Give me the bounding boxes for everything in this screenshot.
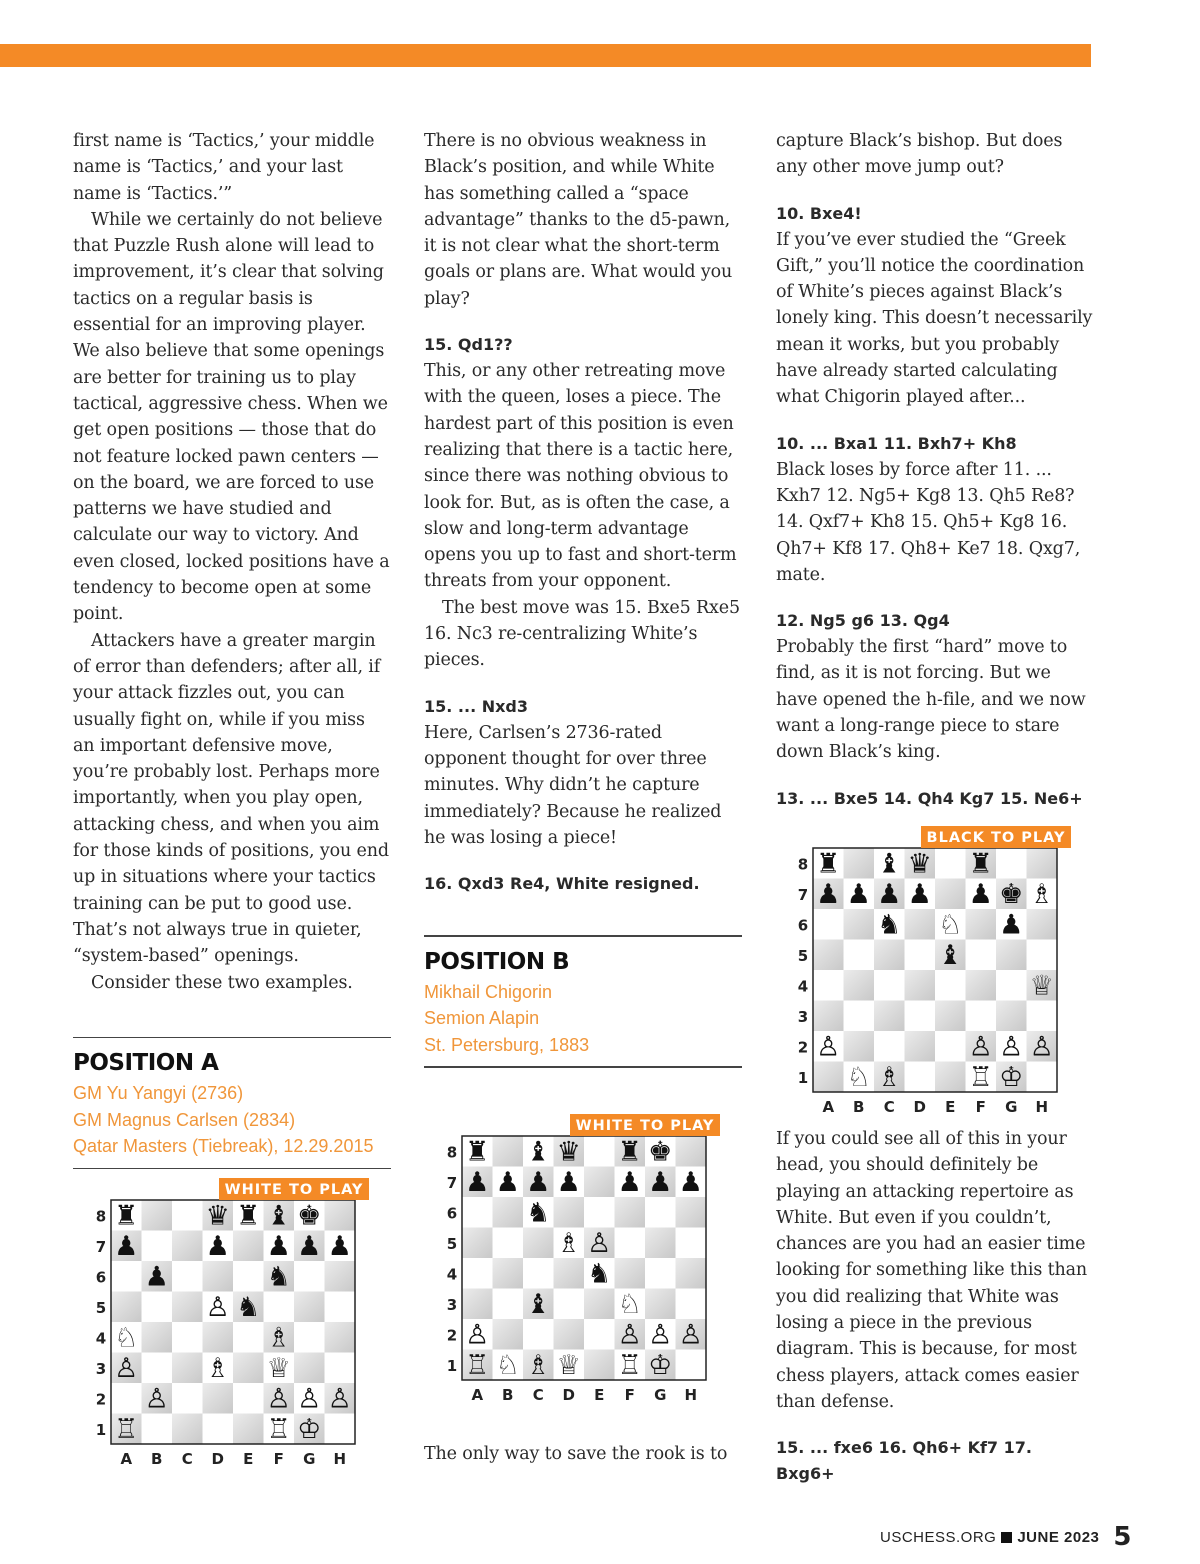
chess-board-position-b-continuation — [788, 826, 1073, 1116]
board-square — [142, 1414, 173, 1445]
board-square — [325, 1292, 356, 1323]
white-rook-icon: ♖ — [465, 1349, 490, 1381]
board-square — [813, 970, 844, 1001]
white-pawn-icon: ♙ — [678, 1319, 703, 1351]
file-label: D — [562, 1386, 575, 1404]
white-bishop-icon: ♗ — [205, 1352, 230, 1384]
file-label: E — [945, 1098, 956, 1116]
paragraph: The only way to save the rook is to — [424, 1444, 728, 1464]
board-square — [233, 1322, 264, 1353]
black-pawn-icon: ♟ — [526, 1166, 551, 1198]
board-square — [935, 879, 966, 910]
board-square — [325, 1200, 356, 1231]
white-king-icon: ♔ — [297, 1413, 322, 1445]
board-square — [294, 1322, 325, 1353]
board-square — [813, 940, 844, 971]
board-square — [615, 1258, 646, 1289]
board-square — [996, 1001, 1027, 1032]
board-square — [844, 909, 875, 940]
black-knight-icon: ♞ — [236, 1291, 261, 1323]
move-heading: 15. ... fxe6 16. Qh6+ Kf7 17. Bxg6+ — [776, 1438, 1032, 1484]
white-pawn-icon: ♙ — [587, 1227, 612, 1259]
board-square — [493, 1197, 524, 1228]
paragraph: capture Black’s bishop. But does any other move jump out? — [776, 131, 1063, 178]
move-heading: 16. Qxd3 Re4, White resigned. — [424, 874, 700, 894]
white-bishop-icon: ♗ — [877, 1061, 902, 1093]
board-square — [111, 1383, 142, 1414]
position-b-title: POSITION B — [424, 948, 570, 975]
white-pawn-icon: ♙ — [617, 1319, 642, 1351]
board-square — [172, 1353, 203, 1384]
board-square — [493, 1258, 524, 1289]
board-square — [554, 1197, 585, 1228]
rank-label: 8 — [797, 855, 809, 874]
board-square — [935, 1031, 966, 1062]
white-queen-icon: ♕ — [556, 1349, 581, 1381]
divider — [73, 1037, 391, 1039]
board-square — [645, 1258, 676, 1289]
black-rook-icon: ♜ — [816, 848, 841, 880]
white-knight-icon: ♘ — [846, 1061, 871, 1093]
black-knight-icon: ♞ — [526, 1197, 551, 1229]
board-square — [584, 1136, 615, 1167]
white-bishop-icon: ♗ — [1029, 878, 1054, 910]
white-rook-icon: ♖ — [266, 1413, 291, 1445]
rank-label: 6 — [446, 1204, 458, 1223]
board-square — [996, 970, 1027, 1001]
board-square — [996, 940, 1027, 971]
black-queen-icon: ♛ — [907, 848, 932, 880]
square-separator-icon — [1001, 1532, 1012, 1543]
divider — [73, 1168, 391, 1170]
black-pawn-icon: ♟ — [495, 1166, 520, 1198]
white-queen-icon: ♕ — [1029, 970, 1054, 1002]
board-square — [935, 970, 966, 1001]
board-square — [294, 1261, 325, 1292]
board-square — [874, 970, 905, 1001]
board-square — [676, 1258, 707, 1289]
board-square — [645, 1197, 676, 1228]
file-label: F — [975, 1098, 986, 1116]
white-knight-icon: ♘ — [114, 1322, 139, 1354]
board-svg — [788, 826, 1073, 1116]
rank-label: 8 — [446, 1143, 458, 1162]
black-pawn-icon: ♟ — [648, 1166, 673, 1198]
white-pawn-icon: ♙ — [648, 1319, 673, 1351]
file-label: A — [822, 1098, 835, 1116]
board-square — [325, 1353, 356, 1384]
black-king-icon: ♚ — [297, 1200, 322, 1232]
board-square — [584, 1350, 615, 1381]
black-pawn-icon: ♟ — [846, 878, 871, 910]
black-pawn-icon: ♟ — [816, 878, 841, 910]
white-pawn-icon: ♙ — [465, 1319, 490, 1351]
board-square — [142, 1292, 173, 1323]
board-square — [1027, 909, 1058, 940]
black-bishop-icon: ♝ — [526, 1288, 551, 1320]
black-rook-icon: ♜ — [968, 848, 993, 880]
board-square — [996, 848, 1027, 879]
black-pawn-icon: ♟ — [114, 1230, 139, 1262]
board-square — [905, 1031, 936, 1062]
white-pawn-icon: ♙ — [205, 1291, 230, 1323]
rank-label: 5 — [797, 946, 809, 965]
file-label: D — [913, 1098, 926, 1116]
black-pawn-icon: ♟ — [465, 1166, 490, 1198]
move-heading: 13. ... Bxe5 14. Qh4 Kg7 15. Ne6+ — [776, 788, 1083, 808]
board-square — [325, 1322, 356, 1353]
black-bishop-icon: ♝ — [938, 939, 963, 971]
board-square — [1027, 848, 1058, 879]
white-bishop-icon: ♗ — [526, 1349, 551, 1381]
paragraph: Attackers have a greater margin of error than defenders; after all, if your attack fizzles out, you can usually fight on, while if you miss an important defensive move, you’re probably lost. Perhaps more importantly, when you play open, attacking chess, and when you aim for those kinds of positions, you end up in situations where your tactics training can be put to good use. That’s not always true in quieter, “system-based” openings. — [73, 630, 389, 967]
position-a-event: Qatar Masters (Tiebreak), 12.29.2015 — [73, 1136, 374, 1157]
header-accent-bar — [0, 44, 1091, 67]
black-queen-icon: ♛ — [205, 1200, 230, 1232]
board-square — [1027, 940, 1058, 971]
board-square — [233, 1414, 264, 1445]
board-square — [676, 1350, 707, 1381]
file-label: B — [502, 1386, 514, 1404]
board-square — [615, 1197, 646, 1228]
paragraph: Black loses by force after 11. ... Kxh7 12. Ng5+ Kg8 13. Qh5 Re8? 14. Qxf7+ Kh8 15. Qh5+ Kg8 16. Qh7+ Kf8 17. Qh8+ Ke7 18. Qxg7, mate. — [776, 459, 1081, 585]
file-label: F — [273, 1450, 284, 1468]
board-square — [493, 1289, 524, 1320]
white-pawn-icon: ♙ — [968, 1031, 993, 1063]
to-play-label: WHITE TO PLAY — [224, 1182, 364, 1198]
board-square — [676, 1228, 707, 1259]
board-svg — [86, 1178, 371, 1468]
black-pawn-icon: ♟ — [999, 909, 1024, 941]
board-square — [966, 909, 997, 940]
rank-label: 3 — [446, 1295, 458, 1314]
white-pawn-icon: ♙ — [144, 1383, 169, 1415]
board-square — [813, 909, 844, 940]
black-pawn-icon: ♟ — [266, 1230, 291, 1262]
rank-label: 6 — [95, 1268, 107, 1287]
board-square — [905, 1062, 936, 1093]
page-number: 5 — [1113, 1522, 1132, 1552]
column-1 — [73, 128, 391, 1169]
board-square — [676, 1136, 707, 1167]
board-square — [142, 1353, 173, 1384]
white-bishop-icon: ♗ — [556, 1227, 581, 1259]
white-knight-icon: ♘ — [938, 909, 963, 941]
black-pawn-icon: ♟ — [907, 878, 932, 910]
black-knight-icon: ♞ — [877, 909, 902, 941]
black-king-icon: ♚ — [999, 878, 1024, 910]
board-square — [462, 1258, 493, 1289]
rank-label: 4 — [797, 977, 809, 996]
black-bishop-icon: ♝ — [877, 848, 902, 880]
board-square — [203, 1261, 234, 1292]
board-square — [493, 1319, 524, 1350]
rank-label: 7 — [446, 1173, 458, 1192]
board-square — [1027, 1062, 1058, 1093]
file-label: E — [243, 1450, 254, 1468]
paragraph: If you could see all of this in your head, you should definitely be playing an attacking repertoire as White. But even if you couldn’t, chances are you had an easier time looking for something like this than you did realizing that White was losing a piece in the previous diagram. This is because, for most chess players, attack comes easier than defense. — [776, 1129, 1088, 1412]
board-square — [233, 1383, 264, 1414]
black-knight-icon: ♞ — [266, 1261, 291, 1293]
board-square — [462, 1197, 493, 1228]
board-svg — [437, 1114, 722, 1404]
board-square — [111, 1292, 142, 1323]
board-square — [172, 1292, 203, 1323]
paragraph: This, or any other retreating move with the queen, loses a piece. The hardest part of this position is even realizing that there is a tactic here, since there was nothing obvious to look for. But, as is often the case, a slow and long-term advantage opens you up to fast and short-term threats from your opponent. — [424, 361, 737, 592]
board-square — [966, 970, 997, 1001]
board-square — [233, 1231, 264, 1262]
file-label: B — [853, 1098, 865, 1116]
rank-label: 6 — [797, 916, 809, 935]
board-square — [584, 1197, 615, 1228]
board-square — [615, 1228, 646, 1259]
black-bishop-icon: ♝ — [526, 1136, 551, 1168]
file-label: C — [181, 1450, 193, 1468]
rank-label: 2 — [797, 1038, 809, 1057]
board-square — [462, 1228, 493, 1259]
white-knight-icon: ♘ — [495, 1349, 520, 1381]
board-square — [844, 970, 875, 1001]
position-b-white-player: Mikhail Chigorin — [424, 981, 553, 1002]
position-a-white-player: GM Yu Yangyi (2736) — [73, 1083, 244, 1104]
white-knight-icon: ♘ — [617, 1288, 642, 1320]
paragraph: Here, Carlsen’s 2736-rated opponent thought for over three minutes. Why didn’t he capture immediately? Because he realized he was losing a piece! — [424, 722, 722, 848]
board-square — [172, 1200, 203, 1231]
board-square — [844, 1031, 875, 1062]
board-square — [264, 1292, 295, 1323]
board-square — [844, 848, 875, 879]
chess-board-position-b — [437, 1114, 722, 1404]
to-play-label: BLACK TO PLAY — [926, 830, 1066, 846]
board-square — [111, 1261, 142, 1292]
board-square — [493, 1228, 524, 1259]
move-heading: 10. ... Bxa1 11. Bxh7+ Kh8 — [776, 433, 1017, 453]
rank-label: 4 — [446, 1265, 458, 1284]
black-pawn-icon: ♟ — [327, 1230, 352, 1262]
rank-label: 7 — [95, 1237, 107, 1256]
black-pawn-icon: ♟ — [556, 1166, 581, 1198]
file-label: G — [654, 1386, 667, 1404]
board-square — [233, 1261, 264, 1292]
white-pawn-icon: ♙ — [327, 1383, 352, 1415]
file-label: B — [151, 1450, 163, 1468]
board-square — [172, 1383, 203, 1414]
board-square — [874, 940, 905, 971]
file-label: A — [471, 1386, 484, 1404]
white-pawn-icon: ♙ — [1029, 1031, 1054, 1063]
paragraph: Consider these two examples. — [91, 972, 353, 993]
position-b-event: St. Petersburg, 1883 — [424, 1034, 590, 1055]
column-3 — [776, 128, 1094, 812]
move-heading: 10. Bxe4! — [776, 203, 862, 223]
file-label: H — [1035, 1098, 1049, 1116]
board-square — [172, 1261, 203, 1292]
black-rook-icon: ♜ — [114, 1200, 139, 1232]
position-a-black-player: GM Magnus Carlsen (2834) — [73, 1109, 296, 1130]
white-king-icon: ♔ — [648, 1349, 673, 1381]
file-label: C — [532, 1386, 544, 1404]
board-square — [905, 940, 936, 971]
black-pawn-icon: ♟ — [205, 1230, 230, 1262]
column-2 — [424, 128, 742, 1068]
board-square — [493, 1136, 524, 1167]
board-square — [966, 1001, 997, 1032]
black-pawn-icon: ♟ — [968, 878, 993, 910]
board-square — [203, 1414, 234, 1445]
white-king-icon: ♔ — [999, 1061, 1024, 1093]
black-knight-icon: ♞ — [587, 1258, 612, 1290]
move-heading: 12. Ng5 g6 13. Qg4 — [776, 611, 950, 631]
black-king-icon: ♚ — [648, 1136, 673, 1168]
file-label: H — [333, 1450, 347, 1468]
black-rook-icon: ♜ — [236, 1200, 261, 1232]
file-label: A — [120, 1450, 133, 1468]
board-square — [142, 1200, 173, 1231]
board-square — [172, 1414, 203, 1445]
board-square — [645, 1289, 676, 1320]
move-heading: 15. ... Nxd3 — [424, 696, 529, 716]
board-square — [1027, 1001, 1058, 1032]
rank-label: 5 — [446, 1234, 458, 1253]
board-square — [294, 1353, 325, 1384]
rank-label: 1 — [797, 1068, 809, 1087]
rank-label: 5 — [95, 1298, 107, 1317]
board-square — [584, 1167, 615, 1198]
black-pawn-icon: ♟ — [144, 1261, 169, 1293]
paragraph: The best move was 15. Bxe5 Rxe5 16. Nc3 re-centralizing White’s pieces. — [424, 597, 740, 671]
chess-board-position-a — [86, 1178, 371, 1468]
black-rook-icon: ♜ — [465, 1136, 490, 1168]
white-pawn-icon: ♙ — [816, 1031, 841, 1063]
footer-site: USCHESS.ORG — [879, 1528, 997, 1546]
board-square — [844, 1001, 875, 1032]
board-square — [462, 1289, 493, 1320]
board-square — [523, 1319, 554, 1350]
paragraph: first name is ‘Tactics,’ your middle name is ‘Tactics,’ and your last name is ‘Tactics.’” — [73, 131, 375, 204]
rank-label: 2 — [446, 1326, 458, 1345]
white-queen-icon: ♕ — [266, 1352, 291, 1384]
divider — [424, 1066, 742, 1068]
board-square — [935, 1001, 966, 1032]
board-square — [172, 1231, 203, 1262]
black-pawn-icon: ♟ — [877, 878, 902, 910]
board-square — [554, 1319, 585, 1350]
white-bishop-icon: ♗ — [266, 1322, 291, 1354]
footer-issue-date: JUNE 2023 — [1017, 1528, 1100, 1546]
file-label: C — [883, 1098, 895, 1116]
white-rook-icon: ♖ — [968, 1061, 993, 1093]
position-b-black-player: Semion Alapin — [424, 1008, 540, 1029]
rank-label: 1 — [95, 1420, 107, 1439]
black-pawn-icon: ♟ — [297, 1230, 322, 1262]
board-square — [233, 1353, 264, 1384]
board-square — [905, 1001, 936, 1032]
board-square — [813, 1001, 844, 1032]
board-square — [172, 1322, 203, 1353]
board-square — [905, 970, 936, 1001]
board-square — [676, 1197, 707, 1228]
board-square — [905, 909, 936, 940]
file-label: G — [1005, 1098, 1018, 1116]
board-square — [523, 1228, 554, 1259]
board-square — [294, 1292, 325, 1323]
board-square — [203, 1322, 234, 1353]
board-square — [966, 940, 997, 971]
white-pawn-icon: ♙ — [114, 1352, 139, 1384]
rank-label: 2 — [95, 1390, 107, 1409]
board-square — [676, 1289, 707, 1320]
board-square — [554, 1289, 585, 1320]
black-pawn-icon: ♟ — [617, 1166, 642, 1198]
board-square — [813, 1062, 844, 1093]
rank-label: 7 — [797, 885, 809, 904]
board-square — [523, 1258, 554, 1289]
column-3-continued — [776, 1126, 1094, 1487]
board-square — [874, 1031, 905, 1062]
to-play-label: WHITE TO PLAY — [575, 1118, 715, 1134]
black-rook-icon: ♜ — [617, 1136, 642, 1168]
rank-label: 3 — [797, 1007, 809, 1026]
board-square — [935, 848, 966, 879]
black-bishop-icon: ♝ — [266, 1200, 291, 1232]
rank-label: 4 — [95, 1329, 107, 1348]
board-square — [935, 1062, 966, 1093]
board-square — [554, 1258, 585, 1289]
board-square — [203, 1383, 234, 1414]
board-square — [874, 1001, 905, 1032]
white-pawn-icon: ♙ — [297, 1383, 322, 1415]
white-rook-icon: ♖ — [617, 1349, 642, 1381]
board-square — [584, 1289, 615, 1320]
board-square — [325, 1414, 356, 1445]
board-square — [844, 940, 875, 971]
file-label: G — [303, 1450, 316, 1468]
board-square — [142, 1231, 173, 1262]
board-square — [645, 1228, 676, 1259]
move-heading: 15. Qd1?? — [424, 335, 513, 355]
paragraph: If you’ve ever studied the “Greek Gift,” you’ll notice the coordination of White’s pieces against Black’s lonely king. This doesn’t necessarily mean it works, but you probably have already started calculating what Chigorin played after... — [776, 229, 1093, 408]
board-square — [584, 1319, 615, 1350]
rank-label: 8 — [95, 1207, 107, 1226]
paragraph: There is no obvious weakness in Black’s position, and while White has something called a “space advantage” thanks to the d5-pawn, it is not clear what the short-term goals or plans are. What would you play? — [424, 131, 733, 309]
file-label: E — [594, 1386, 605, 1404]
white-pawn-icon: ♙ — [266, 1383, 291, 1415]
black-pawn-icon: ♟ — [678, 1166, 703, 1198]
position-a-title: POSITION A — [73, 1050, 219, 1077]
divider — [424, 935, 742, 937]
file-label: F — [624, 1386, 635, 1404]
paragraph: Probably the first “hard” move to find, as it is not forcing. But we have opened the h-file, and we now want a long-range piece to stare down Black’s king. — [776, 637, 1086, 763]
white-rook-icon: ♖ — [114, 1413, 139, 1445]
white-pawn-icon: ♙ — [999, 1031, 1024, 1063]
rank-label: 3 — [95, 1359, 107, 1378]
paragraph: While we certainly do not believe that Puzzle Rush alone will lead to improvement, it’s clear that solving tactics on a regular basis is essential for an improving player. We also believe that some openings are better for training us to play tactical, aggressive chess. When we get open positions — those that do not feature locked pawn centers — on the board, we are forced to use patterns we have studied and calculate our way to victory. And even closed, locked positions have a tendency to become open at some point. — [73, 209, 390, 625]
black-queen-icon: ♛ — [556, 1136, 581, 1168]
file-label: D — [211, 1450, 224, 1468]
file-label: H — [684, 1386, 698, 1404]
board-square — [142, 1322, 173, 1353]
page-footer — [880, 1522, 1132, 1552]
board-square — [325, 1261, 356, 1292]
rank-label: 1 — [446, 1356, 458, 1375]
